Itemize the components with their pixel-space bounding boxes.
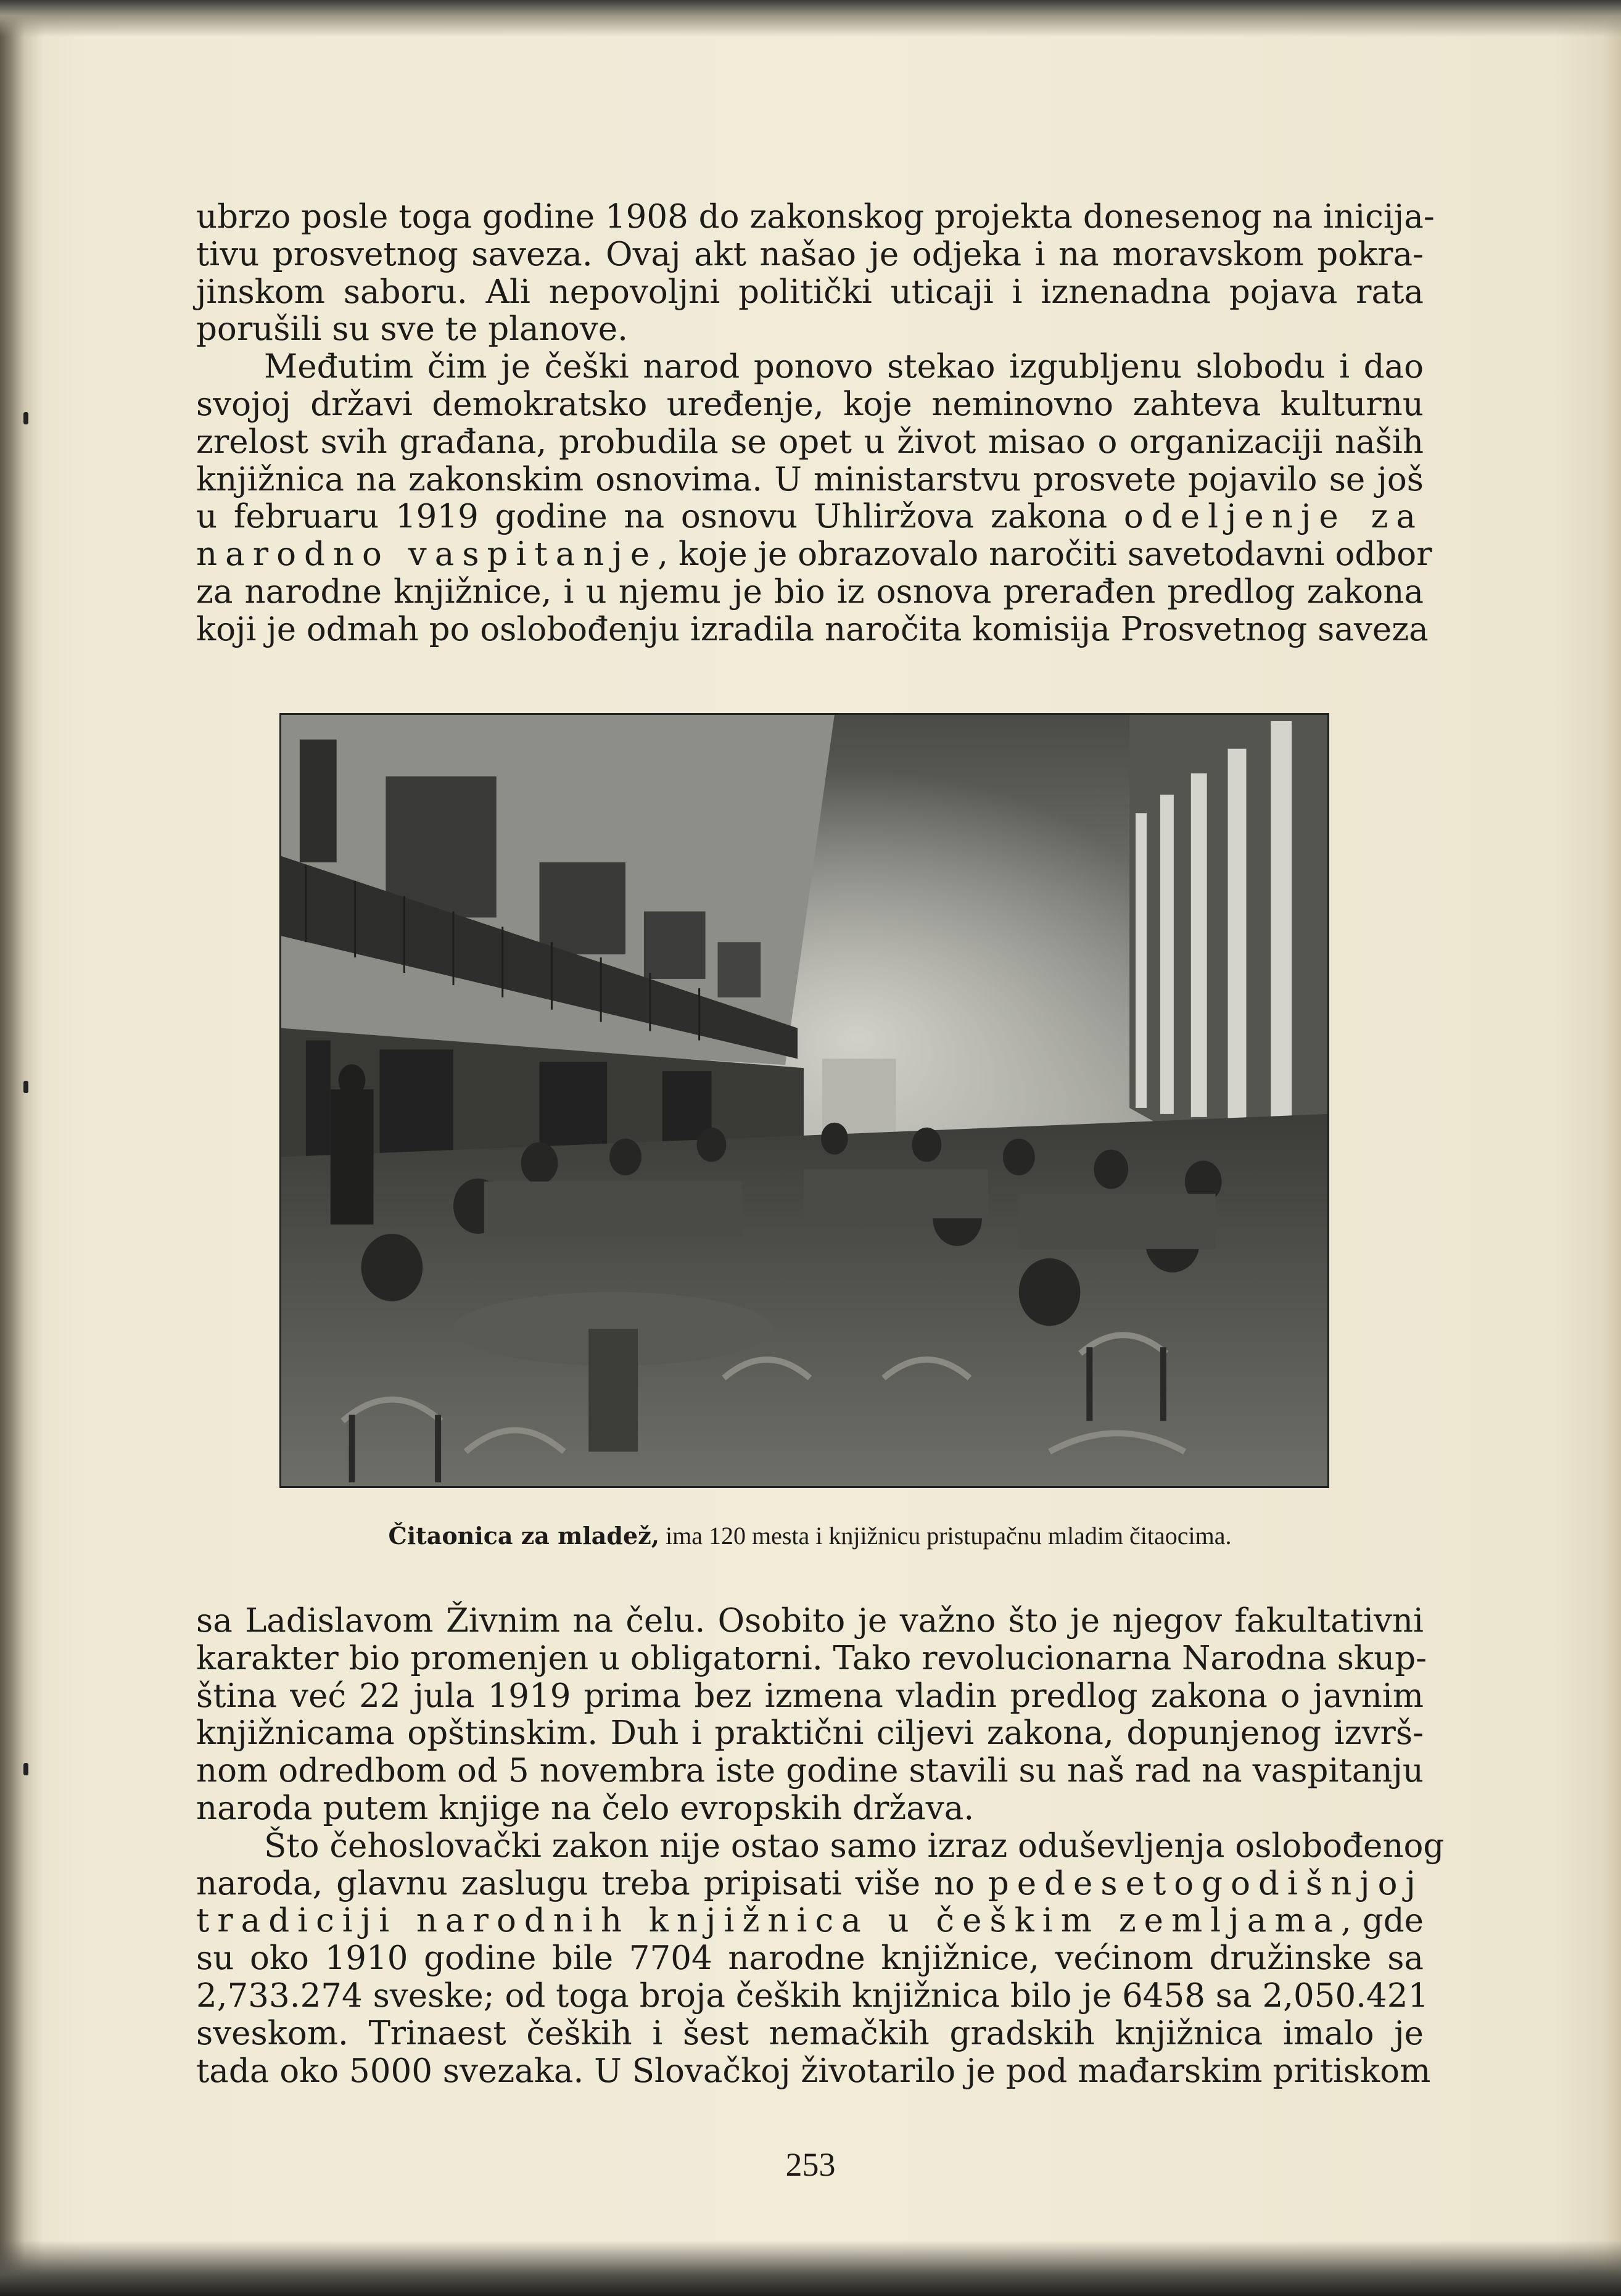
spaced-emphasis: tradiciji narodnih knjižnica u češkim zemljama bbox=[196, 1902, 1342, 1940]
spaced-emphasis: odeljenje za bbox=[1123, 498, 1424, 536]
text-line bbox=[196, 1902, 1424, 1940]
text-line: tada oko 5000 svezaka. U Slovačkoj životarilo je pod mađarskim pritiskom bbox=[196, 2052, 1431, 2090]
text-segment: , koje je obrazovalo naročiti savetodavni odbor bbox=[658, 535, 1432, 574]
body-text-bottom bbox=[196, 1602, 1445, 2090]
text-segment: , gde bbox=[1341, 1902, 1424, 1940]
text-line bbox=[196, 1865, 1424, 1903]
text-line: zrelost svih građana, probudila se opet u život misao o organizaciji naših bbox=[196, 423, 1424, 461]
page-number: 253 bbox=[785, 2146, 836, 2183]
text-line: sa Ladislavom Živnim na čelu. Osobito je važno što je njegov fakultativni bbox=[196, 1602, 1424, 1640]
text-line: porušili su sve te planove. bbox=[196, 310, 628, 349]
spaced-emphasis: narodno vaspitanje bbox=[196, 535, 658, 574]
body-text-top bbox=[196, 198, 1435, 649]
text-line: sveskom. Trinaest čeških i šest nemačkih gradskih knjižnica imalo je bbox=[196, 2014, 1424, 2052]
text-line: nom odredbom od 5 novembra iste godine stavili su naš rad na vaspitanju bbox=[196, 1752, 1424, 1790]
text-line: koji je odmah po oslobođenju izradila naročita komisija Prosvetnog saveza bbox=[196, 610, 1429, 648]
text-line: jinskom saboru. Ali nepovoljni politički uticaji i iznenadna pojava rata bbox=[196, 273, 1424, 311]
text-line: karakter bio promenjen u obligatorni. Tako revolucionarna Narodna skup- bbox=[196, 1639, 1427, 1677]
caption-title: Čitaonica za mladež, bbox=[388, 1522, 659, 1550]
text-line: tivu prosvetnog saveza. Ovaj akt našao je odjeka i na moravskom pokra- bbox=[196, 235, 1424, 273]
binding-mark bbox=[23, 1081, 28, 1093]
text-line: Što čehoslovački zakon nije ostao samo izraz oduševljenja oslobođenog bbox=[264, 1827, 1445, 1865]
text-line bbox=[196, 535, 1432, 574]
caption-text: ima 120 mesta i knjižnicu pristupačnu mladim čitaocima. bbox=[659, 1522, 1232, 1550]
text-segment: naroda, glavnu zaslugu treba pripisati više no bbox=[196, 1864, 975, 1902]
text-line: su oko 1910 godine bile 7704 narodne knjižnice, većinom družinske sa bbox=[196, 1939, 1424, 1978]
text-line: za narodne knjižnice, i u njemu je bio iz osnova prerađen predlog zakona bbox=[196, 572, 1424, 611]
text-line: svojoj državi demokratsko uređenje, koje neminovno zahteva kulturnu bbox=[196, 385, 1424, 423]
binding-mark bbox=[23, 412, 28, 424]
text-segment: u februaru 1919 godine na osnovu Uhliržova zakona bbox=[196, 498, 1108, 536]
text-line: ština već 22 jula 1919 prima bez izmena vladin predlog zakona o javnim bbox=[196, 1677, 1424, 1715]
reading-room-photo bbox=[279, 713, 1329, 1488]
photo-caption bbox=[196, 1521, 1424, 1550]
text-line: knjižnicama opštinskim. Duh i praktični ciljevi zakona, dopunjenog izvrš- bbox=[196, 1714, 1424, 1753]
binding-mark bbox=[23, 1763, 28, 1775]
spaced-emphasis: pedesetogodišnjoj bbox=[988, 1864, 1424, 1902]
text-line bbox=[196, 498, 1424, 536]
text-line: Međutim čim je češki narod ponovo stekao izgubljenu slobodu i dao bbox=[264, 348, 1424, 386]
text-line: naroda putem knjige na čelo evropskih država. bbox=[196, 1789, 975, 1827]
text-line: 2,733.274 sveske; od toga broja čeških knjižnica bilo je 6458 sa 2,050.421 bbox=[196, 1976, 1429, 2015]
text-line: ubrzo posle toga godine 1908 do zakonskog projekta donesenog na inicija- bbox=[196, 198, 1435, 236]
text-line: knjižnica na zakonskim osnovima. U ministarstvu prosvete pojavilo se još bbox=[196, 460, 1424, 498]
